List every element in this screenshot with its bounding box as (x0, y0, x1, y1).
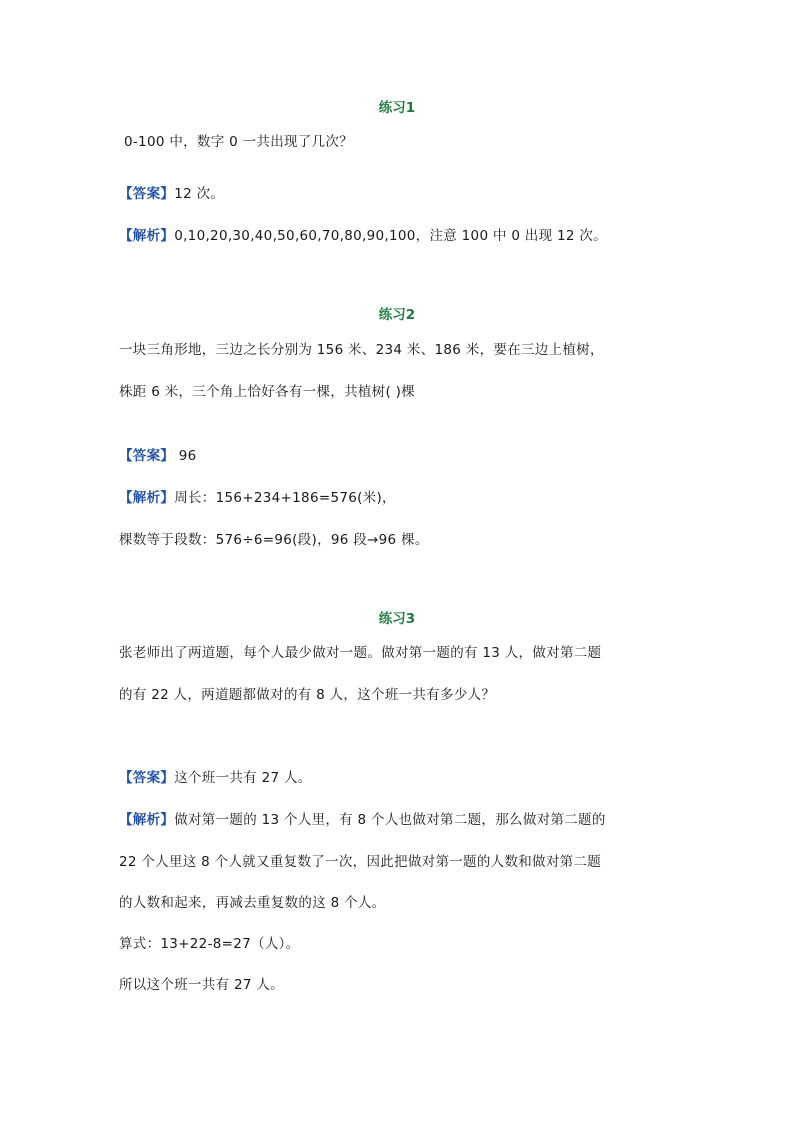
exercise-1-analysis (119, 227, 607, 245)
exercise-3-analysis (119, 811, 606, 829)
exercise-2-question-line-1: 一块三角形地，三边之长分别为 156 米、234 米、186 米，要在三边上植树， (119, 342, 604, 358)
exercise-3-formula: 算式：13+22-8=27（人）。 (119, 936, 300, 952)
exercise-2-analysis (119, 489, 396, 507)
exercise-2-question-line-2: 株距 6 米，三个角上恰好各有一棵，共植树( )棵 (119, 384, 415, 400)
analysis-tag: 【解析】 (119, 490, 175, 506)
answer-text: 这个班一共有 27 人。 (174, 770, 312, 786)
exercise-3-answer (119, 769, 312, 787)
analysis-text: 周长：156+234+186=576(米)， (174, 490, 396, 506)
exercise-2-title: 练习2 (378, 307, 416, 323)
exercise-3-conclusion: 所以这个班一共有 27 人。 (119, 977, 284, 993)
exercise-1-title: 练习1 (378, 100, 416, 116)
exercise-3-title: 练习3 (378, 611, 416, 627)
exercise-2-answer (119, 447, 197, 465)
analysis-tag: 【解析】 (119, 228, 175, 244)
exercise-3-analysis-line-2: 22 个人里这 8 个人就又重复数了一次，因此把做对第一题的人数和做对第二题 (119, 854, 602, 870)
exercise-3-question-line-1: 张老师出了两道题，每个人最少做对一题。做对第一题的有 13 人，做对第二题 (119, 645, 602, 661)
exercise-2-analysis-line-2: 棵数等于段数：576÷6=96(段)，96 段→96 棵。 (119, 532, 429, 548)
answer-text: 96 (174, 448, 197, 464)
analysis-text: 做对第一题的 13 个人里，有 8 个人也做对第二题，那么做对第二题的 (174, 812, 606, 828)
exercise-3-question-line-2: 的有 22 人，两道题都做对的有 8 人，这个班一共有多少人？ (119, 687, 496, 703)
exercise-1-question-line-1: 0-100 中，数字 0 一共出现了几次？ (124, 134, 353, 150)
exercise-1-answer (119, 185, 224, 203)
answer-text: 12 次。 (174, 186, 225, 202)
exercise-3-analysis-line-3: 的人数和起来，再减去重复数的这 8 个人。 (119, 895, 386, 911)
answer-tag: 【答案】 (119, 186, 175, 202)
answer-tag: 【答案】 (119, 770, 175, 786)
answer-tag: 【答案】 (119, 448, 175, 464)
analysis-text: 0,10,20,30,40,50,60,70,80,90,100，注意 100 中 0 出现 12 次。 (174, 228, 607, 244)
analysis-tag: 【解析】 (119, 812, 175, 828)
